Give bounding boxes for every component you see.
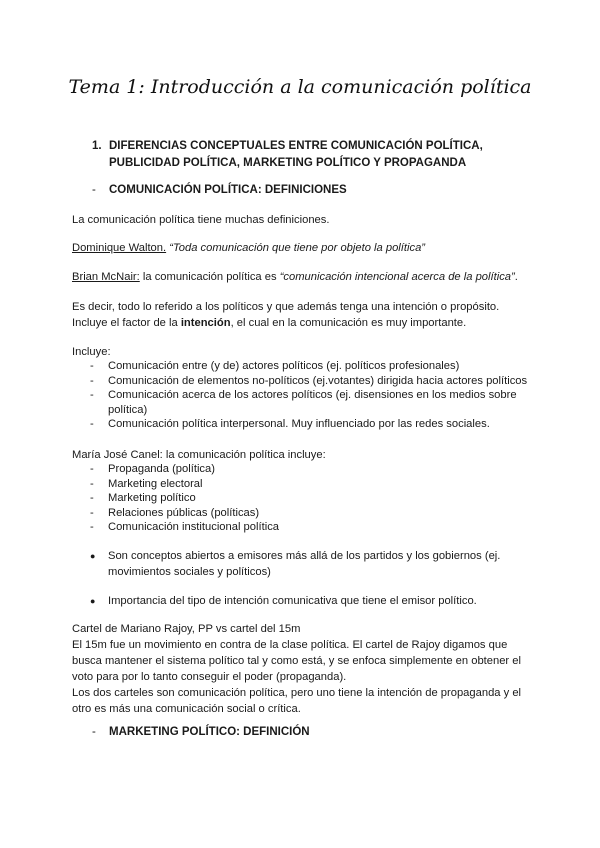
bullet-item-open-concepts xyxy=(72,548,542,580)
list-item: - Comunicación de elementos no-políticos (ej.votantes) dirigida hacia actores políticos xyxy=(90,374,528,387)
section-label: MARKETING POLÍTICO: DEFINICIÓN xyxy=(109,726,310,738)
heading-1-number: 1. xyxy=(92,140,102,152)
cartel-paragraph xyxy=(72,621,532,717)
bullet-text: Importancia del tipo de intención comunicativa que tiene el emisor político. xyxy=(108,595,477,607)
mcnair-end: . xyxy=(514,271,518,283)
cartel-line: El 15m fue un movimiento en contra de la clase política. El cartel de Rajoy digamos que xyxy=(72,639,508,651)
walton-definition xyxy=(72,240,532,256)
list-item: - Relaciones públicas (políticas) xyxy=(90,506,260,519)
section-marker: - xyxy=(92,184,96,196)
walton-quote: “Toda comunicación que tiene por objeto la política” xyxy=(169,242,426,254)
section-heading-definitions xyxy=(92,184,347,196)
section-marker: - xyxy=(92,726,96,738)
includes-label: Incluye: xyxy=(72,346,111,358)
essence-line-1: Es decir, todo lo referido a los políticos y que además tenga una intención o propósito. xyxy=(72,301,500,313)
cartel-line: busca mantener el sistema político tal y como está, y se enfoca simplemente en obtener el xyxy=(72,655,521,667)
section-label: COMUNICACIÓN POLÍTICA: DEFINICIONES xyxy=(109,184,347,196)
heading-1 xyxy=(92,138,512,172)
essence-line-2-a: Incluye el factor de la xyxy=(72,317,181,329)
essence-paragraph xyxy=(72,299,532,331)
mcnair-author: Brian McNair: xyxy=(72,271,140,283)
bullet-item-intention xyxy=(72,593,542,609)
essence-keyword: intención xyxy=(180,317,231,329)
heading-1-line-2: PUBLICIDAD POLÍTICA, MARKETING POLÍTICO Y PROPAGANDA xyxy=(109,157,467,169)
list-item: - Marketing electoral xyxy=(90,477,203,490)
list-item: - Comunicación política interpersonal. Muy influenciado por las redes sociales. xyxy=(90,418,490,431)
canel-label: María José Canel: la comunicación política incluye: xyxy=(72,449,326,461)
heading-1-line-1: DIFERENCIAS CONCEPTUALES ENTRE COMUNICACIÓN POLÍTICA, xyxy=(109,140,483,152)
document-title: Tema 1: Introducción a la comunicación política xyxy=(68,76,532,98)
includes-list xyxy=(72,359,542,432)
mcnair-text: la comunicación política es xyxy=(139,271,280,283)
bullet-dot-icon: ● xyxy=(90,596,96,606)
essence-line-2 xyxy=(72,315,532,331)
mcnair-definition xyxy=(72,269,532,285)
list-item: - Marketing político xyxy=(90,492,196,505)
canel-list xyxy=(72,462,542,535)
list-item: - Comunicación acerca de los actores políticos (ej. disensiones en los medios sobre política) xyxy=(90,389,517,416)
cartel-line: Cartel de Mariano Rajoy, PP vs cartel del 15m xyxy=(72,623,301,635)
section-heading-marketing xyxy=(92,726,310,738)
essence-line-2-c: , el cual en la comunicación es muy importante. xyxy=(230,317,467,329)
walton-author: Dominique Walton. xyxy=(72,242,167,254)
cartel-line: voto para por lo tanto conseguir el poder (propaganda). xyxy=(72,671,347,683)
list-item: - Comunicación entre (y de) actores políticos (ej. políticos profesionales) xyxy=(90,360,460,372)
bullet-text: Son conceptos abiertos a emisores más allá de los partidos y los gobiernos (ej. movimientos sociales y políticos) xyxy=(108,550,501,578)
list-item: - Comunicación institucional política xyxy=(90,521,280,534)
list-item: - Propaganda (política) xyxy=(90,463,215,475)
cartel-line: otro es más una comunicación social o crítica. xyxy=(72,703,301,715)
intro-paragraph: La comunicación política tiene muchas definiciones. xyxy=(72,214,330,226)
cartel-line: Los dos carteles son comunicación política, pero uno tiene la intención de propaganda y el xyxy=(72,687,522,699)
bullet-dot-icon: ● xyxy=(90,551,96,561)
mcnair-quote: “comunicación intencional acerca de la política” xyxy=(279,271,515,283)
